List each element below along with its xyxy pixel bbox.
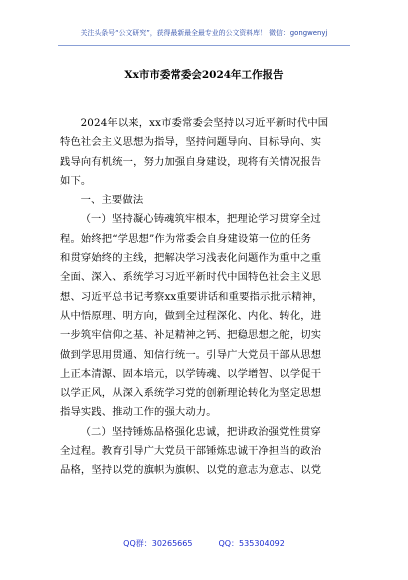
body-line: 全面、深入、系统学习习近平新时代中国特色社会主义思 xyxy=(60,271,322,284)
contact-footer xyxy=(0,537,408,551)
body-line: 指导实践、推动工作的强大动力。 xyxy=(60,406,217,419)
body-line: 上正本清源、固本培元，以学铸魂、以学增智、以学促干 xyxy=(60,367,322,380)
body-line: 如下。 xyxy=(60,174,92,187)
body-line: 和贯穿始终的主线，把解决学习浅表化问题作为重中之重 xyxy=(60,252,322,265)
header-divider xyxy=(58,45,350,46)
body-line: 品格，坚持以党的旗帜为旗帜、以党的意志为意志、以党 xyxy=(60,464,322,477)
subsection-heading: （二）坚持锤炼品格强化忠诚，把讲政治强党性贯穿 xyxy=(80,425,321,438)
body-line: 以学正风，从深入系统学习党的创新理论转化为坚定思想 xyxy=(60,387,322,400)
body-line: 特色社会主义思想为指导，坚持问题导向、目标导向、实 xyxy=(60,136,322,149)
body-line: 一步筑牢信仰之基、补足精神之钙、把稳思想之舵，切实 xyxy=(60,329,322,342)
body-line: 想、习近平总书记考察xx重要讲话和重要指示批示精神， xyxy=(60,290,323,303)
body-line: 做到学思用贯通、知信行统一。引导广大党员干部从思想 xyxy=(60,348,322,361)
promo-header-banner: 关注头条号“公文研究”，获得最新最全最专业的公文资料库！ 微信：gongwenyj xyxy=(80,29,328,37)
qq-group-text: QQ群：30265665 xyxy=(123,539,193,548)
document-body xyxy=(60,114,350,481)
qq-contact-text: QQ：535304092 xyxy=(218,539,285,548)
body-line: 程。始终把“学思想”作为常委会自身建设第一位的任务 xyxy=(60,232,312,245)
section-heading: 一、主要做法 xyxy=(80,194,144,207)
document-title: Xx市市委常委会2024年工作报告 xyxy=(124,69,284,81)
body-line: 从中悟原理、明方向，做到全过程深化、内化、转化，进 xyxy=(60,309,322,322)
body-line: 2024年以来，xx市委常委会坚持以习近平新时代中国 xyxy=(80,117,329,129)
body-line: 全过程。教育引导广大党员干部锤炼忠诚干净担当的政治 xyxy=(60,445,322,458)
body-line: 践导向有机统一，努力加强自身建设，现将有关情况报告 xyxy=(60,155,322,168)
subsection-heading: （一）坚持凝心铸魂筑牢根本，把理论学习贯穿全过 xyxy=(80,213,321,226)
